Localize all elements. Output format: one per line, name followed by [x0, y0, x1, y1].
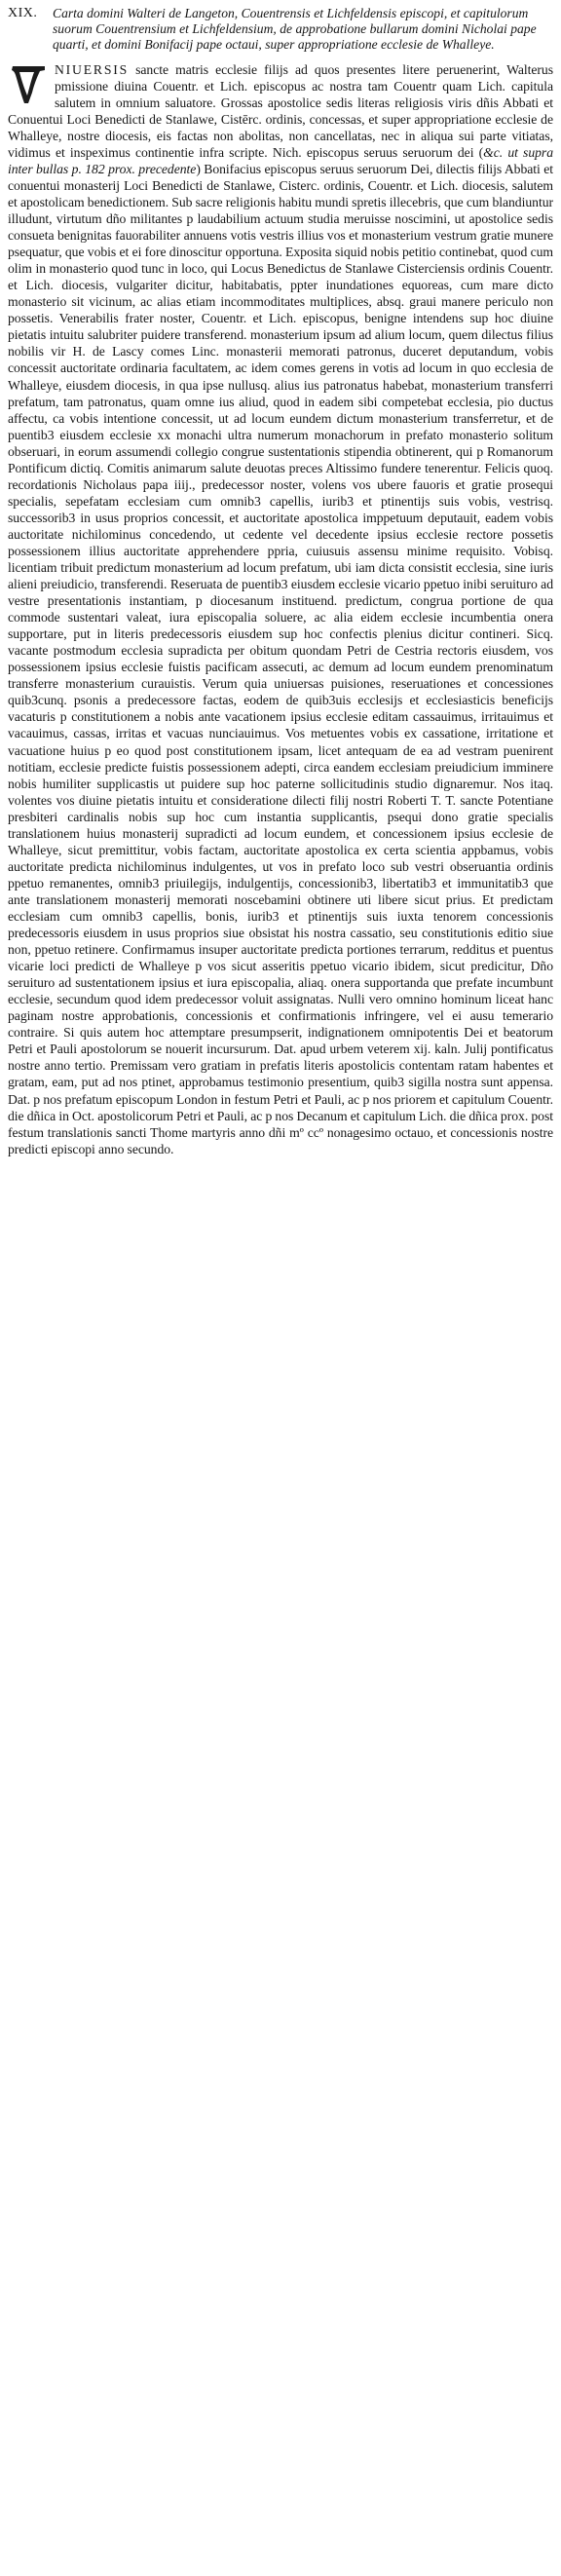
charter-title: Carta domini Walteri de Langeton, Couentrensis et Lichfeldensis episcopi, et capitulorum suorum Couentrensium et Lichfeldensium, de approbatione bullarum domini Nicholai pape quarti, et domini Bonifacij pape octaui, super appropriatione ecclesie de Whalleye. — [53, 6, 537, 53]
text-part-2: ) Bonifacius episcopus seruus seruorum Dei, dilectis filijs Abbati et conuentui monasterij Loci Benedicti de Stanlawe, Cisterc. ordinis, Couentr. et Lich. diocesis, salutem et apostolicam benedictionem. Sub sacre religionis habitu mundi spretis illecebris, que cum blandiuntur illudunt, virtutum dño militantes p laudabilium actuum studia meruisse noscimini, ut apostolice sedis consueta benignitas fauorabiliter annuens votis vestris illius vos et monasterium vestrum gratie munere psequatur, que vobis et ei fore dinoscitur opportuna. Exposita siquid nobis petitio continebat, quod cum olim in monasterio quod tunc in loco, qui Locus Benedictus de Stanlawe Cisterciensis ordinis Couentr. et Lich. diocesis, vulgariter dicitur, habitabatis, ppter inundationes equoreas, cum mare dicto monasterio sit vicinum, ac alias etiam incommoditates multiplices, absq. graui manere periculo non possetis. Venerabilis frater noster, Couentr. et Lich. episcopus, benigne intendens sup hoc diuine pietatis intuitu salubriter puidere transferend. monasterium ipsum ad alium locum, quem dilectus filius nobilis vir H. de Lascy comes Linc. monasterii memorati patronus, duceret deputandum, vobis concessit auctoritate ordinaria facultatem, ac idem comes gerens in votis ad locum in quo ecclesia de Whalleye, eiusdem diocesis, in qua ipse nullusq. alius ius patronatus habebat, monasterium transferri prefatum, tam patronatus, quam omne ius aliud, quod in eadem sibi competebat ecclesia, pio ductus affectu, ca vobis intentione concessit, ut ad locum eundem dictum monasterium transferretur, et de puentib3 eiusdem ecclesie xx monachi ultra numerum monachorum in prefato monasterio solitum obseruari, in eorum assumendi collegio congrue sustentationis stipendia obtinerent, qui p Romanorum Pontificum dictiq. Comitis animarum salute deuotas preces Altissimo fundere tenerentur. Felicis quoq. recordationis Nicholaus papa iiij., predecessor noster, volens vos ubere fauoris et gratie prosequi specialis, sepefatam ecclesiam cum omnib3 capellis, iurib3 et ptinentijs suis vobis, vestrisq. successorib3 in usus proprios concessit, et auctoritate apostolica imppetuum deputauit, eadem vobis auctoritate nichilominus concedendo, ut cedente vel decedente ipsius ecclesie rectore possetis possessionem illius auctoritate apprehendere ppria, cuiusuis assensu minime requisito. Vobisq. licentiam tribuit predictum monasterium ad locum prefatum, ubi iam dicta consistit ecclesia, sine iuris alieni preiudicio, transferendi. Reseruata de puentib3 eiusdem ecclesie vicario ppetuo inibi seruituro ad vestre presentationis instantiam, p diocesanum instituend. predictum, congrua portione de qua commode sustentari valeat, iura episcopalia soluere, ac alia eidem ecclesie incumbentia onera supportare, put in literis predecessoris eiusdem sup hoc confectis plenius dicitur contineri. Sicq. vacante postmodum ecclesia supradicta per obitum quondam Petri de Cestria rectoris eiusdem, vos possessionem ipsius ecclesie fuistis pacificam assecuti, ac demum ad locum eundem prenominatum transferre monasterium curauistis. Verum quia uniuersas puisiones, reseruationes et concessiones quib3cunq. psonis a predecessore factas, eodem de quib3uis ecclesijs et ecclesiasticis beneficijs vacaturis p constitutionem a nobis ante vacationem ipsius ecclesie editam cassauimus, irritauimus et vacauimus, cassas, irritas et vacuas nunciauimus. Vos metuentes vobis ex cassatione, irritatione et vacuatione huius p eo quod post constitutionem ipsam, licet antequam de ea ad vestram puenirent notitiam, ecclesie predicte fuistis possessionem adepti, circa eandem ecclesiam preiudicium imminere nobis humiliter supplicastis ut puidere sup hoc paterne sollicitudinis studio dignaremur. Nos itaq. volentes vos diuine pietatis intuitu et consideratione dilecti filij nostri Roberti T. T. sancte Potentiane presbiteri cardinalis nobis sup hoc cum instantia supplicantis, psequi dono gratie specialis translationem huius monasterij supradicti ad locum eundem, et concessionem ipsius ecclesie de Whalleye, sicut premittitur, vobis factam, auctoritate apostolica ex certa scientia appbamus, vobis auctoritate predicta nichilominus indulgentes, ut vos in prefato loco sub vestri obseruantia ordinis ppetuo remanentes, omnib3 priuilegijs, indulgentijs, concessionib3, libertatib3 et immunitatib3 que ante translationem monasterij memorati noscebamini obtinere uti libere sicut prius. Et predictam ecclesiam cum omnib3 capellis, bonis, iurib3 et ptinentijs suis iuxta tenorem concessionis predecessoris eiusdem in usus proprios siue obsistat his nostra cassatio, seu constitutionis editio siue non, ppetuo retinere. Confirmamus insuper auctoritate predicta portiones terrarum, redditus et puentus vicarie loci predicti de Whalleye p vos sicut asseritis ppetuo vicario ibidem, sicut predicitur, Dño seruituro ad sustentationem ipsius et iura episcopalia, aliaq. onera supportanda que prefate incumbunt ecclesie, secundum quod idem predecessor voluit assignatas. Nulli vero omnino hominum liceat hanc paginam nostre approbationis, concessionis et confirmationis infringere, vel ei ausu temerario contraire. Si quis autem hoc attemptare presumpserit, indignationem omnipotentis Dei et beatorum Petri et Pauli apostolorum se nouerit incursurum. Dat. apud urbem veterem xij. kaln. Julij pontificatus nostre anno tertio. Premissam vero gratiam in prefatis literis apostolicis contentam ratam habentes et gratam, eam, put ad nos ptinet, approbamus testimonio presentium, quib3 sigilla nostra sunt appensa. Dat. p nos prefatum episcopum London in festum Petri et Pauli, ac p nos priorem et capitulum Couentr. die dñica in Oct. apostolicorum Petri et Pauli, ac p nos Decanum et capitulum Lich. die dñica prox. post festum translationis sancti Thome martyris anno dñi mº ccº nonagesimo octauo, et concessionis nostre predicti episcopi anno secundo. — [8, 161, 553, 1156]
charter-number: XIX. — [8, 6, 38, 20]
decorated-initial — [8, 63, 50, 106]
text-part-1: sancte matris ecclesie filijs ad quos presentes litere peruenerint, Walterus pmissione diuina Couentr. et Lich. episcopus ac nostra tam Couentr quam Lich. capitula salutem in omnium saluatore. Grossas apostolice sedis literas religiosis viris dñis Abbati et Conuentui Loci Benedicti de Stanlawe, Cistērc. ordinis, concessas, et super appropriatione ecclesie de Whalleye, nostre diocesis, eis factas non abolitas, non cancellatas, nec in aliqua sui parte vitiatas, vidimus et inspeximus continentie infra scripte. Nich. episcopus seruus seruorum dei ( — [8, 61, 553, 160]
opening-word: NIUERSIS — [55, 61, 130, 77]
charter-text — [8, 61, 553, 1157]
charter-heading — [8, 6, 553, 54]
charter-body — [8, 61, 553, 1157]
cross-reference: &c. ut supra inter bullas p. 182 prox. precedente — [8, 144, 553, 176]
